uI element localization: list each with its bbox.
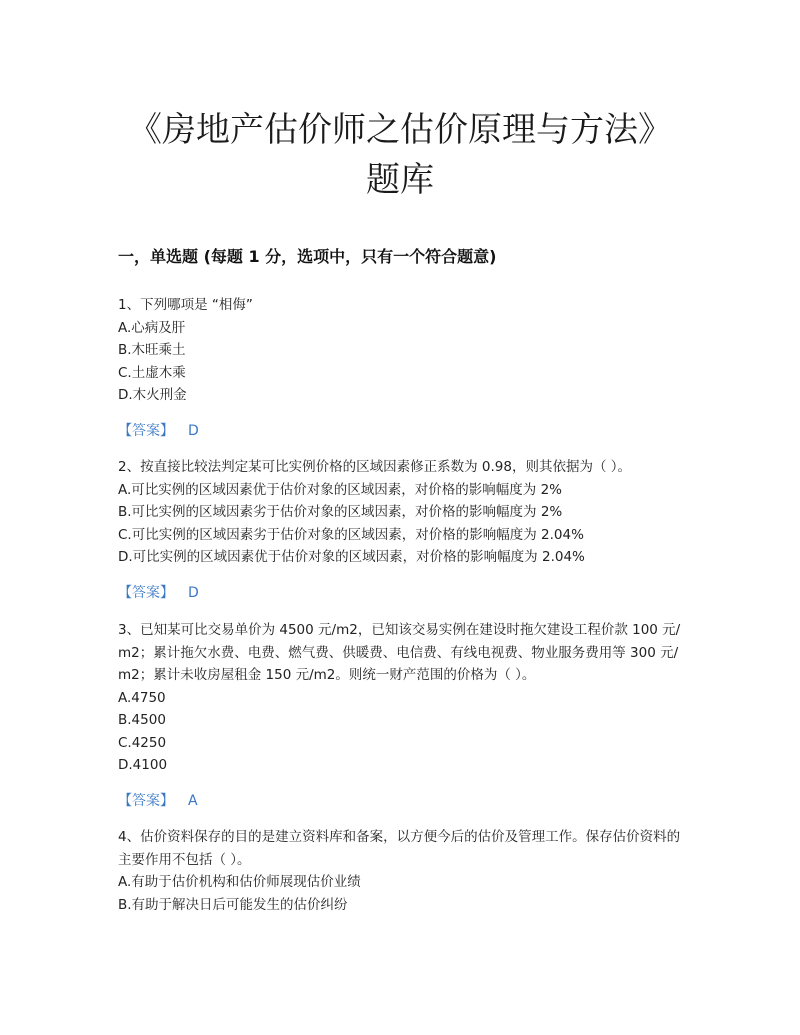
question-1	[118, 294, 688, 407]
question-option: B.4500	[118, 712, 166, 728]
question-option: D.4100	[118, 757, 168, 773]
document-subtitle: 题库	[366, 160, 434, 200]
document-title: 《房地产估价师之估价原理与方法》	[128, 110, 672, 150]
question-stem: 4、估价资料保存的目的是建立资料库和备案，以方便今后的估价及管理工作。保存估价资料的主要作用不包括（ ）。	[118, 829, 681, 868]
question-3	[118, 619, 688, 777]
answer-value: A	[188, 793, 198, 809]
question-stem: 2、按直接比较法判定某可比实例价格的区域因素修正系数为 0.98，则其依据为（ ）。	[118, 459, 631, 475]
answer-2	[118, 582, 199, 604]
answer-label: 【答案】	[118, 793, 174, 809]
question-option: D.木火刑金	[118, 387, 187, 403]
answer-label: 【答案】	[118, 585, 174, 601]
question-option: C.4250	[118, 734, 167, 751]
section-heading: 一，单选题 (每题 1 分，选项中，只有一个符合题意)	[118, 247, 497, 266]
question-option: A.有助于估价机构和估价师展现估价业绩	[118, 874, 361, 890]
answer-value: D	[188, 585, 199, 601]
question-2	[118, 456, 688, 569]
question-option: C.可比实例的区域因素劣于估价对象的区域因素，对价格的影响幅度为 2.04%	[118, 526, 584, 543]
question-option: A.可比实例的区域因素优于估价对象的区域因素，对价格的影响幅度为 2%	[118, 481, 562, 498]
answer-3	[118, 790, 198, 812]
question-stem: 3、已知某可比交易单价为 4500 元/m2，已知该交易实例在建设时拖欠建设工程价款 100 元/m2；累计拖欠水费、电费、燃气费、供暖费、电信费、有线电视费、物业服务费用等 300 元/m2；累计未收房屋租金 150 元/m2。则统一财产范围的价格为（ ）。	[118, 622, 681, 683]
question-option: B.可比实例的区域因素劣于估价对象的区域因素，对价格的影响幅度为 2%	[118, 504, 563, 520]
answer-value: D	[188, 423, 199, 439]
question-4	[118, 826, 688, 916]
answer-label: 【答案】	[118, 423, 174, 439]
question-option: D.可比实例的区域因素优于估价对象的区域因素，对价格的影响幅度为 2.04%	[118, 549, 585, 565]
question-option: B.有助于解决日后可能发生的估价纠纷	[118, 896, 348, 913]
question-option: A.心病及肝	[118, 319, 186, 336]
answer-1	[118, 420, 199, 442]
question-option: B.木旺乘土	[118, 342, 186, 358]
question-option: A.4750	[118, 689, 166, 706]
question-option: C.土虚木乘	[118, 364, 186, 381]
question-stem: 1、下列哪项是 “相侮”	[118, 297, 253, 313]
